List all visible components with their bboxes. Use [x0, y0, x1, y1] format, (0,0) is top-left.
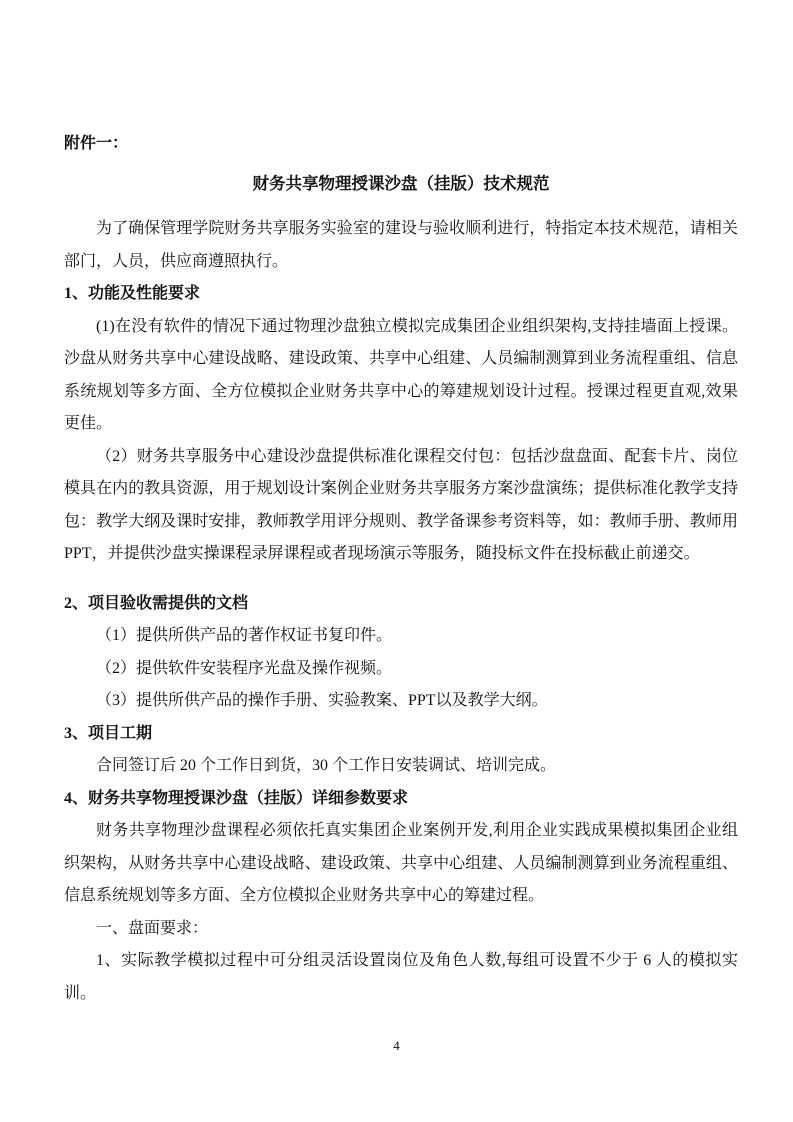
section-4-sub-heading: 一、盘面要求： [96, 919, 209, 937]
section-2-item-1: （1）提供所供产品的著作权证书复印件。 [96, 627, 393, 644]
section-2-item-3: （3）提供所供产品的操作手册、实验教案、PPT以及教学大纲。 [96, 692, 548, 709]
section-3-heading: 3、项目工期 [64, 724, 153, 742]
page-number: 4 [393, 1038, 400, 1053]
section-2-heading: 2、项目验收需提供的文档 [64, 594, 249, 612]
section-4-heading: 4、财务共享物理授课沙盘（挂版）详细参数要求 [64, 789, 409, 807]
document-title: 财务共享物理授课沙盘（挂版）技术规范 [252, 174, 550, 193]
section-1-paragraph-2: （2）财务共享服务中心建设沙盘提供标准化课程交付包：包括沙盘盘面、配套卡片、岗位模具在内的教具资源，用于规划设计案例企业财务共享服务方案沙盘演练；提供标准化教学支持包：教学大纲及课时安排，教师教学用评分规则、教学备课参考资料等，如：教师手册、教师用PPT，并提供沙盘实操课程录屏课程或者现场演示等服务，随投标文件在投标截止前递交。 [64, 447, 738, 562]
intro-paragraph: 为了确保管理学院财务共享服务实验室的建设与验收顺利进行，特指定本技术规范，请相关部门，人员，供应商遵照执行。 [64, 220, 738, 270]
document-content [64, 133, 738, 1010]
section-1-paragraph-1: (1)在没有软件的情况下通过物理沙盘独立模拟完成集团企业组织架构,支持挂墙面上授课。沙盘从财务共享中心建设战略、建设政策、共享中心组建、人员编制测算到业务流程重组、信息系统规划等多方面、全方位模拟企业财务共享中心的筹建规划设计过程。授课过程更直观,效果更佳。 [64, 317, 738, 432]
attachment-label: 附件一： [64, 135, 129, 152]
section-4-sub-paragraph: 1、实际教学模拟过程中可分组灵活设置岗位及角色人数,每组可设置不少于 6 人的模拟实训。 [64, 952, 738, 1002]
section-2-item-2: （2）提供软件安装程序光盘及操作视频。 [96, 659, 393, 677]
section-3-paragraph: 合同签订后 20 个工作日到货，30 个工作日安装调试、培训完成。 [96, 757, 557, 774]
section-4-paragraph: 财务共享物理沙盘课程必须依托真实集团企业案例开发,利用企业实践成果模拟集团企业组织架构，从财务共享中心建设战略、建设政策、共享中心组建、人员编制测算到业务流程重组、信息系统规划等多方面、全方位模拟企业财务共享中心的筹建过程。 [64, 822, 738, 904]
section-1-heading: 1、功能及性能要求 [64, 285, 201, 302]
